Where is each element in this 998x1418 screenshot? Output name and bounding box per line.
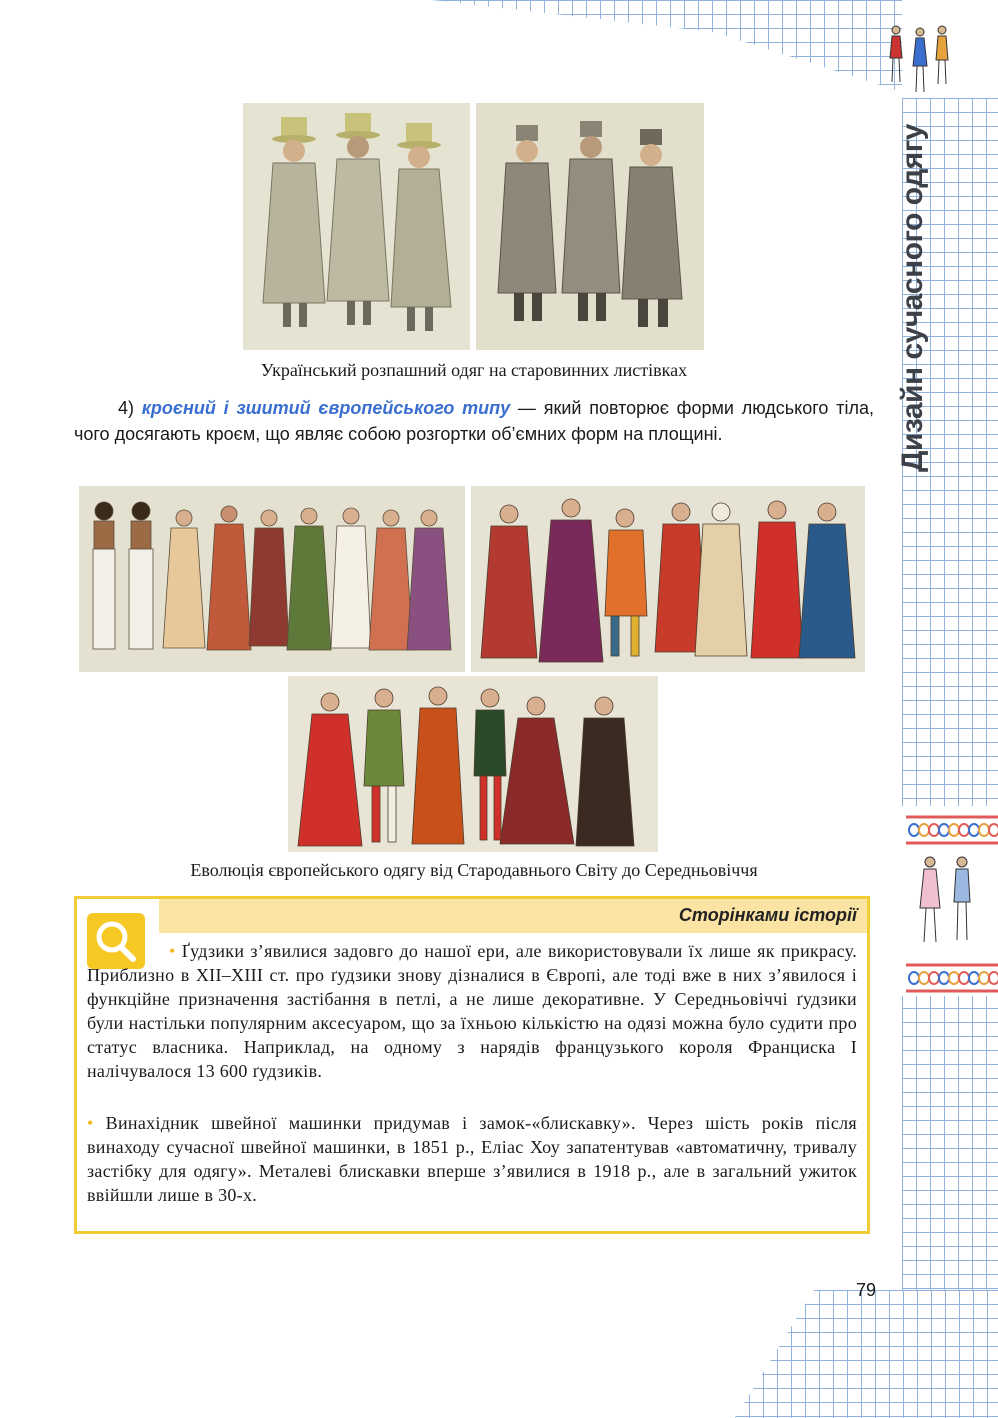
history-box-header — [159, 899, 867, 933]
ancient-costumes-image — [79, 486, 465, 672]
byzantine-costumes-image — [471, 486, 865, 672]
postcards-caption: Український розпашний одяг на старовинних листівках — [260, 360, 688, 380]
postcard-left-image — [243, 103, 470, 350]
bullet-icon: • — [87, 1113, 94, 1133]
history-box-title: Сторінками історії — [678, 905, 857, 925]
bullet-icon: • — [169, 941, 176, 961]
postcard-right-image — [476, 103, 704, 350]
paragraph-number: 4) — [118, 398, 135, 418]
medieval-costumes-image — [288, 676, 658, 852]
paragraph-4 — [74, 395, 874, 447]
fashion-sketch-icon — [884, 22, 956, 98]
history-paragraph-buttons — [87, 939, 857, 1083]
paragraph-keyword: кроєний і зшитий європейського типу — [141, 398, 511, 418]
evolution-caption: Еволюція європейського одягу від Стародавнього Світу до Середньовіччя — [190, 860, 758, 880]
history-paragraph-1-text: Ґудзики з’явилися задовго до нашої ери, але використовували їх лише як прикрасу. Приблизно в XII–XIII ст. про ґудзики знову дізналися в Європі, але тоді вже в них з’явилося і функційне призначення застібання в петлі, а не лише декоративне. У Середньовіччі ґудзики були настільки популярним аксесуаром, що за їхньою кількістю на одязі можна було судити про статус власника. Наприклад, на одному з нарядів французького короля Франциска І налічувалося 13 600 ґудзиків. — [87, 941, 857, 1081]
graph-paper-decoration-bottom — [735, 1290, 998, 1418]
history-paragraph-zipper — [87, 1111, 857, 1207]
history-paragraph-2-text: Винахідник швейної машинки придумав і замок-«блискавку». Через шість років після винаходу сучасної швейної машинки, в 1851 р., Еліас Хоу запатентував «автоматичну, тривалу застібку для одягу». Металеві блискавки вперше з’явилися в 1918 р., але в загальний ужиток ввійшли лише в 30-х. — [87, 1113, 857, 1205]
rings-decoration-icon-bottom — [906, 962, 998, 994]
rings-decoration-icon — [906, 814, 998, 846]
fashion-figures-icon — [912, 852, 984, 948]
graph-paper-decoration-top — [432, 0, 902, 92]
history-box — [74, 896, 870, 1234]
page-number: 79 — [855, 1280, 876, 1300]
section-side-title: Дизайн сучасного одягу — [896, 124, 929, 472]
paragraph-text: — який повторює форми людського тіла, чого досягають кроєм, що являє собою розгортки об’ємних форм на площині. — [74, 398, 874, 444]
